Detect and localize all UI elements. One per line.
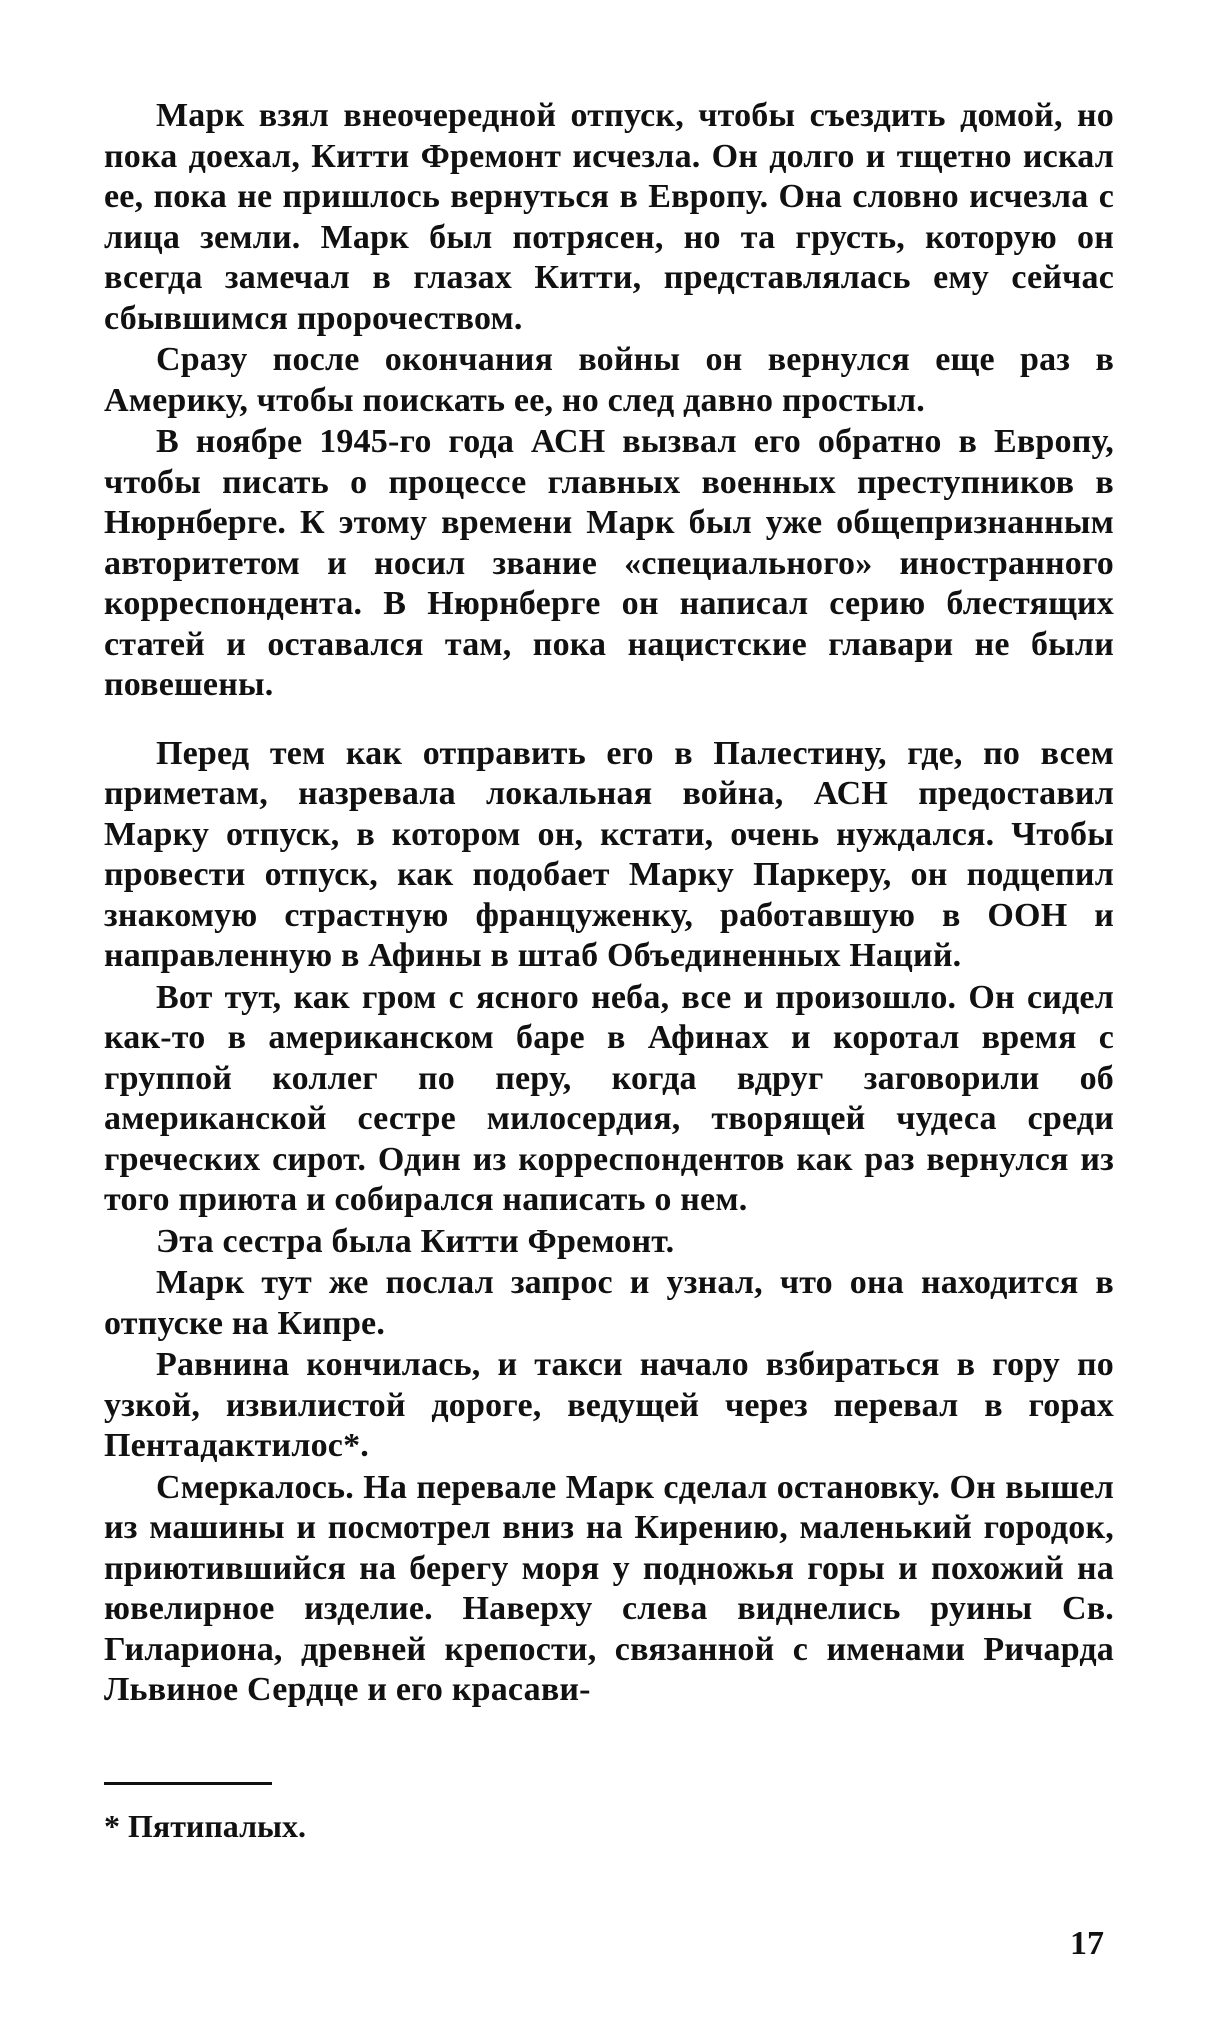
paragraph: Перед тем как отправить его в Палестину, где, по всем приметам, назревала локальная война, АСН предоставил Марку отпуск, в котором он, кстати, очень нуждался. Чтобы провести отпуск, как подобает Марку Паркеру, он подцепил знакомую страстную француженку, работавшую в ООН и направленную в Афины в штаб Объединенных Наций.	[104, 734, 1114, 974]
page-number: 17	[1070, 1925, 1104, 1962]
footnote: * Пятипалых.	[104, 1808, 307, 1844]
paragraph: Вот тут, как гром с ясного неба, все и произошло. Он сидел как-то в американском баре в Афинах и коротал время с группой коллег по перу, когда вдруг заговорили об американской сестре милосердия, творящей чудеса среди греческих сирот. Один из корреспондентов как раз вернулся из того приюта и собирался написать о нем.	[104, 978, 1114, 1218]
paragraph: Сразу после окончания войны он вернулся еще раз в Америку, чтобы поискать ее, но след давно простыл.	[104, 341, 1114, 419]
footnote-divider	[104, 1782, 272, 1785]
paragraph: Марк взял внеочередной отпуск, чтобы съездить домой, но пока доехал, Китти Фремонт исчезла. Он долго и тщетно искал ее, пока не пришлось вернуться в Европу. Она словно исчезла с лица земли. Марк был потрясен, но та грусть, которую он всегда замечал в глазах Китти, представлялась ему сейчас сбывшимся пророчеством.	[104, 97, 1114, 337]
paragraph: В ноябре 1945-го года АСН вызвал его обратно в Европу, чтобы писать о процессе главных военных преступников в Нюрнберге. К этому времени Марк был уже общепризнанным авторитетом и носил звание «специального» иностранного корреспондента. В Нюрнберге он написал серию блестящих статей и оставался там, пока нацистские главари не были повешены.	[104, 423, 1114, 703]
paragraph: Равнина кончилась, и такси начало взбираться в гору по узкой, извилистой дороге, ведущей через перевал в горах Пентадактилос*.	[104, 1346, 1114, 1464]
paragraph: Смеркалось. На перевале Марк сделал остановку. Он вышел из машины и посмотрел вниз на Кирению, маленький городок, приютившийся на берегу моря у подножья горы и похожий на ювелирное изделие. Наверху слева виднелись руины Св. Гилариона, древней крепости, связанной с именами Ричарда Львиное Сердце и его красави-	[104, 1468, 1114, 1708]
paragraph: Марк тут же послал запрос и узнал, что она находится в отпуске на Кипре.	[104, 1264, 1114, 1342]
paragraph: Эта сестра была Китти Фремонт.	[156, 1222, 675, 1260]
main-text	[104, 96, 1114, 1711]
